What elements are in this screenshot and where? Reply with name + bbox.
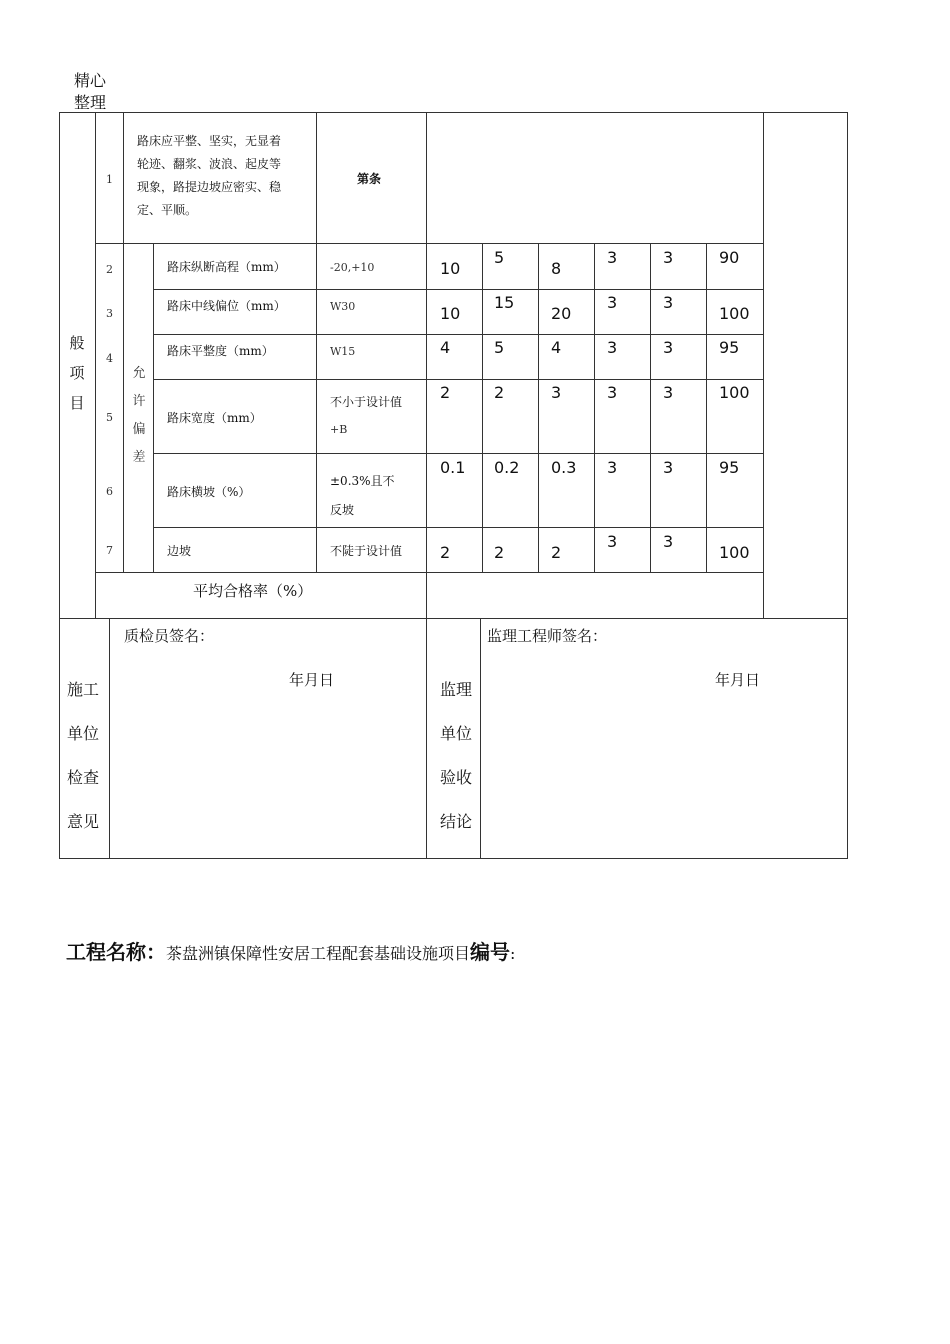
row-7-value-3: 2 (551, 543, 562, 562)
row-7-value-1: 2 (440, 543, 451, 562)
row-6-value-4: 3 (607, 458, 618, 477)
header-mark-line-1: 精心 (74, 71, 107, 90)
col-divider (480, 618, 481, 859)
row-7-value-5: 3 (663, 532, 674, 551)
row-4-value-3: 4 (551, 338, 562, 357)
col-divider (95, 112, 96, 618)
avg-pass-rate-label: 平均合格率（%） (193, 582, 313, 600)
row-5-value-3: 3 (551, 383, 562, 402)
supervisor-signature-label: 监理工程师签名： (487, 627, 608, 645)
col-divider (426, 112, 427, 859)
row-3-no: 3 (106, 307, 113, 320)
header-mark (74, 70, 106, 114)
row-3-value-3: 20 (551, 304, 572, 323)
row-4-name: 路床平整度（mm） (167, 344, 274, 358)
table-top-border (59, 112, 848, 113)
header-mark-line-2: 整理 (74, 93, 107, 112)
row-divider (153, 453, 763, 454)
row-3-value-1: 10 (440, 304, 461, 323)
row-divider (153, 379, 763, 380)
col-divider (594, 243, 595, 573)
row-2-spec: -20,+10 (330, 261, 375, 274)
row-7-value-2: 2 (494, 543, 505, 562)
supervision-date: 年月日 (715, 671, 761, 689)
section-label: 般 项 目 (69, 334, 85, 412)
row-5-value-6: 100 (719, 383, 750, 402)
row-divider (153, 527, 763, 528)
row-4-no: 4 (106, 352, 113, 365)
row-6-value-3: 0.3 (551, 458, 577, 477)
row-5-no: 5 (106, 411, 113, 424)
row-6-value-1: 0.1 (440, 458, 466, 477)
row-6-value-6: 95 (719, 458, 740, 477)
table-right-border (847, 112, 848, 859)
project-name: 茶盘洲镇保障性安居工程配套基础设施项目 (166, 944, 471, 963)
row-divider (95, 572, 763, 573)
row-2-name: 路床纵断高程（mm） (167, 260, 286, 274)
row-4-value-4: 3 (607, 338, 618, 357)
col-divider (706, 243, 707, 573)
table-left-border (59, 112, 60, 859)
row-7-value-4: 3 (607, 532, 618, 551)
row-4-spec: W15 (330, 345, 356, 358)
col-divider (123, 112, 124, 573)
row-2-value-1: 10 (440, 259, 461, 278)
row-divider (153, 289, 763, 290)
code-label: 编号 (470, 940, 511, 964)
row-3-name: 路床中线偏位（mm） (167, 299, 286, 313)
row-divider (59, 618, 848, 619)
row-6-no: 6 (106, 485, 113, 498)
allowed-deviation-label: 允 许 偏 差 (132, 366, 146, 465)
row-2-value-5: 3 (663, 248, 674, 267)
item-1-no: 1 (106, 173, 113, 186)
col-divider (650, 243, 651, 573)
col-divider (153, 243, 154, 573)
item-1-clause: 第条 (357, 172, 382, 186)
row-5-value-2: 2 (494, 383, 505, 402)
row-2-value-4: 3 (607, 248, 618, 267)
col-divider (538, 243, 539, 573)
row-4-value-2: 5 (494, 338, 505, 357)
row-5-spec: 不小于设计值 +B (330, 395, 403, 436)
row-7-name: 边坡 (167, 544, 192, 558)
construction-date: 年月日 (289, 671, 335, 689)
construction-unit-label: 施工 单位 检查 意见 (67, 680, 100, 831)
row-3-value-6: 100 (719, 304, 750, 323)
row-3-value-4: 3 (607, 293, 618, 312)
row-3-spec: W30 (330, 300, 356, 313)
supervision-unit-label: 监理 单位 验收 结论 (440, 680, 473, 831)
row-6-spec: ±0.3%且不 反坡 (330, 474, 395, 517)
table-bottom-border (59, 858, 848, 859)
col-divider (763, 112, 764, 618)
row-3-value-2: 15 (494, 293, 515, 312)
row-2-no: 2 (106, 263, 113, 276)
row-2-value-3: 8 (551, 259, 562, 278)
row-6-value-5: 3 (663, 458, 674, 477)
row-2-value-6: 90 (719, 248, 740, 267)
project-label: 工程名称： (66, 940, 166, 964)
row-5-value-1: 2 (440, 383, 451, 402)
row-7-value-6: 100 (719, 543, 750, 562)
row-divider (153, 334, 763, 335)
col-divider (109, 618, 110, 859)
row-4-value-5: 3 (663, 338, 674, 357)
row-2-value-2: 5 (494, 248, 505, 267)
row-3-value-5: 3 (663, 293, 674, 312)
col-divider (316, 112, 317, 573)
row-5-value-4: 3 (607, 383, 618, 402)
row-5-name: 路床宽度（mm） (167, 411, 262, 425)
col-divider (482, 243, 483, 573)
project-footer (66, 936, 515, 965)
row-4-value-6: 95 (719, 338, 740, 357)
item-1-description: 路床应平整、坚实，无显着 轮迹、翻浆、波浪、起皮等 现象，路提边坡应密实、稳 定、平顺。 (137, 134, 282, 217)
row-6-name: 路床横坡（%） (167, 485, 251, 499)
row-7-spec: 不陡于设计值 (330, 544, 403, 558)
row-6-value-2: 0.2 (494, 458, 520, 477)
code-suffix: : (510, 944, 516, 963)
row-5-value-5: 3 (663, 383, 674, 402)
row-7-no: 7 (106, 544, 113, 557)
row-divider (95, 243, 763, 244)
inspector-signature-label: 质检员签名： (124, 627, 215, 645)
row-4-value-1: 4 (440, 338, 451, 357)
